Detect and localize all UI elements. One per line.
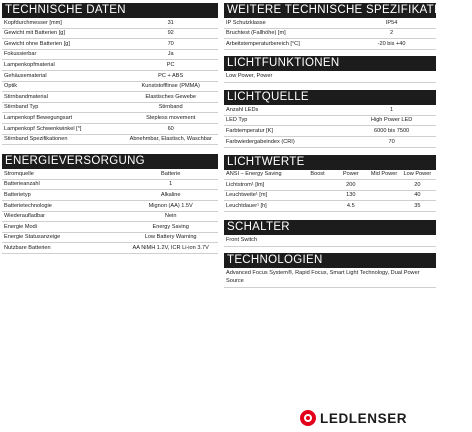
spec-row xyxy=(2,201,218,212)
spec-label: Stirnbandmaterial xyxy=(4,93,48,100)
spec-label: Gehäusematerial xyxy=(4,72,47,79)
spec-value: 70 xyxy=(167,40,174,47)
spec-value: Mignon (AA) 1.5V xyxy=(148,202,193,209)
spec-value: Kunststofflinse (PMMA) xyxy=(141,83,200,90)
spec-row xyxy=(224,18,436,29)
section-title-switch: SCHALTER xyxy=(224,220,436,235)
values-label: Lichtstrom¹ [lm] xyxy=(226,181,265,188)
brand-name: LEDLENSER xyxy=(320,410,408,426)
spec-label: Anzahl LEDs xyxy=(226,106,259,113)
spec-label: Kopfdurchmesser [mm] xyxy=(4,19,62,26)
spec-value: 31 xyxy=(167,19,174,26)
spec-row xyxy=(2,222,218,233)
spec-row xyxy=(2,50,218,61)
section-tech xyxy=(2,3,218,145)
values-row xyxy=(224,180,436,191)
spec-label: Stirnband Spezifikationen xyxy=(4,136,68,143)
section-title-lightfunc: LICHTFUNKTIONEN xyxy=(224,56,436,71)
spec-value: IP54 xyxy=(385,19,398,26)
section-title-energy: ENERGIEVERSORGUNG xyxy=(2,154,218,169)
values-cell: 40 xyxy=(414,192,421,199)
spec-label: Wiederaufladbar xyxy=(4,213,46,220)
technologies-text: Advanced Focus System®, Rapid Focus, Smart Light Technology, Dual Power Source xyxy=(224,268,436,288)
section-values xyxy=(224,155,436,212)
values-header-row xyxy=(224,170,436,181)
values-cell: Boost xyxy=(310,171,325,178)
spec-row xyxy=(224,39,436,50)
spec-label: Batterietechnologie xyxy=(4,202,52,209)
values-table xyxy=(224,170,436,212)
values-cell: 35 xyxy=(414,202,421,209)
spec-row xyxy=(2,169,218,180)
spec-row xyxy=(2,243,218,254)
spec-label: Energie Modi xyxy=(4,223,37,230)
section-lightfunc xyxy=(224,56,436,83)
spec-label: Farbwiedergabeindex (CRI) xyxy=(226,138,295,145)
spec-value: Stirnband xyxy=(158,104,183,111)
values-label: ANSI – Energy Saving xyxy=(226,171,282,178)
spec-label: Nutzbare Batterien xyxy=(4,244,51,251)
spec-label: Batterieanzahl xyxy=(4,181,40,188)
section-switch xyxy=(224,220,436,247)
spec-label: Lampenkopf Bewegungsart xyxy=(4,114,73,121)
spec-value: PC xyxy=(166,61,175,68)
spec-value: 6000 bis 7500 xyxy=(374,127,410,134)
spec-value: Ja xyxy=(167,51,174,58)
values-cell: 130 xyxy=(346,192,356,199)
spec-value: Nein xyxy=(164,213,177,220)
spec-row xyxy=(2,71,218,82)
spec-value: Abnehmbar, Elastisch, Waschbar xyxy=(129,136,212,143)
spec-label: Lampenkopf Schwenkwinkel [°] xyxy=(4,125,82,132)
source-table xyxy=(224,105,436,147)
spec-row xyxy=(2,92,218,103)
spec-row xyxy=(2,135,218,146)
spec-value: -20 bis +40 xyxy=(377,40,406,47)
spec-value: 2 xyxy=(390,30,394,37)
values-cell xyxy=(367,182,400,188)
section-title-values: LICHTWERTE xyxy=(224,155,436,170)
values-cell xyxy=(367,203,400,209)
spec-row xyxy=(2,233,218,244)
values-row xyxy=(224,191,436,202)
spec-row xyxy=(2,180,218,191)
spec-value: Elastisches Gewebe xyxy=(145,93,197,100)
section-title-tech: TECHNISCHE DATEN xyxy=(2,3,218,18)
values-cell xyxy=(301,203,334,209)
spec-label: Energie Statusanzeige xyxy=(4,234,61,241)
spec-row xyxy=(224,105,436,116)
switch-text: Front Switch xyxy=(224,235,436,247)
section-source xyxy=(224,90,436,147)
spec-row xyxy=(224,29,436,40)
spec-value: 1 xyxy=(390,106,394,113)
ledlenser-logo-icon xyxy=(300,410,316,426)
energy-table xyxy=(2,169,218,254)
spec-label: Gewicht ohne Batterien [g] xyxy=(4,40,70,47)
values-cell: Power xyxy=(342,171,359,178)
spec-row xyxy=(2,103,218,114)
values-label: Leuchtdauer¹ [h] xyxy=(226,202,267,209)
spec-row xyxy=(2,212,218,223)
spec-row xyxy=(2,124,218,135)
section-title-source: LICHTQUELLE xyxy=(224,90,436,105)
section-technologies xyxy=(224,253,436,288)
values-cell: Low Power xyxy=(403,171,432,178)
section-title-technologies: TECHNOLOGIEN xyxy=(224,253,436,268)
spec-row xyxy=(224,137,436,148)
spec-value: Alkaline xyxy=(160,191,181,198)
section-energy xyxy=(2,154,218,254)
values-cell: 20 xyxy=(414,181,421,188)
values-cell xyxy=(301,192,334,198)
spec-label: Bruchtest (Fallhöhe) [m] xyxy=(226,30,286,37)
spec-value: High Power LED xyxy=(370,117,413,124)
more-table xyxy=(224,18,436,50)
section-title-more: WEITERE TECHNISCHE SPEZIFIKATIONEN xyxy=(224,3,436,18)
spec-row xyxy=(2,39,218,50)
spec-label: Gewicht mit Batterien [g] xyxy=(4,30,65,37)
spec-value: Batterie xyxy=(161,170,181,177)
values-cell xyxy=(301,182,334,188)
spec-row xyxy=(224,126,436,137)
spec-label: Arbeitstemperaturbereich [°C] xyxy=(226,40,300,47)
spec-value: PC + ABS xyxy=(158,72,184,79)
values-cell: 4.5 xyxy=(346,202,355,209)
spec-label: IP Schutzklasse xyxy=(226,19,266,26)
values-cell: 200 xyxy=(346,181,356,188)
values-cell: Mid Power xyxy=(370,171,398,178)
spec-label: Optik xyxy=(4,83,18,90)
spec-row xyxy=(2,190,218,201)
spec-label: LED Typ xyxy=(226,117,248,124)
values-label: Leuchtweite¹ [m] xyxy=(226,192,268,199)
spec-row xyxy=(2,29,218,40)
spec-label: Fokussierbar xyxy=(4,51,37,58)
spec-value: 70 xyxy=(388,138,395,145)
values-cell xyxy=(367,192,400,198)
brand-logo xyxy=(300,408,436,428)
spec-value: 92 xyxy=(167,30,174,37)
spec-value: Energy Saving xyxy=(152,223,189,230)
section-more xyxy=(224,3,472,50)
tech-table xyxy=(2,18,218,145)
left-column xyxy=(2,0,218,254)
lightfunc-text: Low Power, Power xyxy=(224,71,436,83)
spec-row xyxy=(224,116,436,127)
right-column xyxy=(224,0,472,288)
spec-value: AA NiMH 1.2V, ICR Li-ion 3.7V xyxy=(132,244,209,251)
spec-value: Stepless movement xyxy=(146,114,196,121)
spec-label: Stromquelle xyxy=(4,170,34,177)
values-row xyxy=(224,201,436,212)
spec-label: Batterietyp xyxy=(4,191,31,198)
spec-row xyxy=(2,82,218,93)
spec-value: 60 xyxy=(167,125,174,132)
spec-row xyxy=(2,18,218,29)
spec-row xyxy=(2,60,218,71)
spec-label: Stirnband Typ xyxy=(4,104,39,111)
spec-value: Low Battery Warning xyxy=(144,234,197,241)
spec-value: 1 xyxy=(169,181,173,188)
spec-label: Lampenkopfmaterial xyxy=(4,61,55,68)
spec-label: Farbtemperatur [K] xyxy=(226,127,273,134)
spec-row xyxy=(2,113,218,124)
